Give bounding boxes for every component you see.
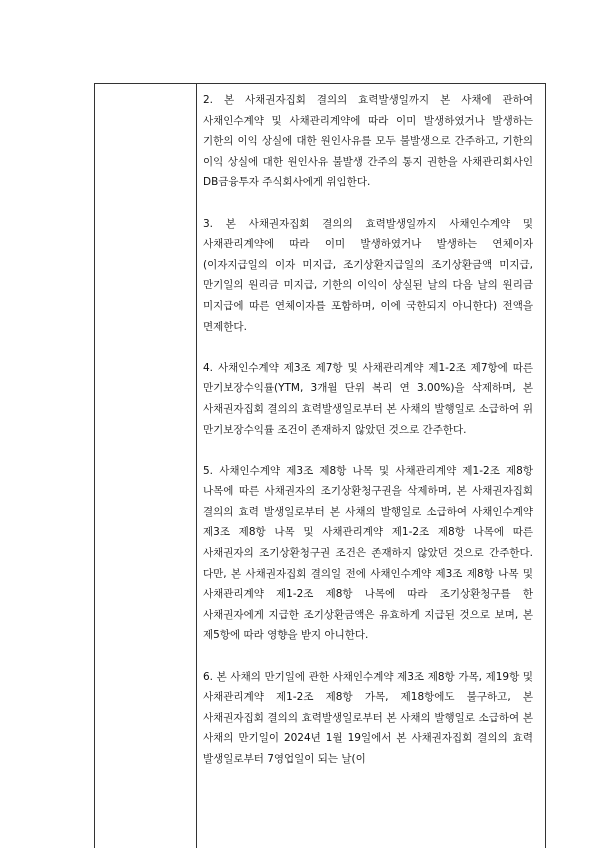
paragraph-item-2: 2. 본 사채권자집회 결의의 효력발생일까지 본 사채에 관하여 사채인수계약 및 사채관리계약에 따라 이미 발생하였거나 발생하는 기한의 이익 상실에 대한 원인사유를 모두 불발생으로 간주하고, 기한의 이익 상실에 대한 원인사유 불발생 간주의 통지 권한을 사채관리회사인 DB금융투자 주식회사에게 위임한다.: [203, 94, 537, 189]
content-cell: [203, 90, 537, 770]
paragraph-item-3: 3. 본 사채권자집회 결의의 효력발생일까지 사채인수계약 및 사채관리계약에 따라 이미 발생하였거나 발생하는 연체이자(이자지급일의 이자 미지급, 조기상환지급일의 조기상환금액 미지급, 만기일의 원리금 미지급, 기한의 이익이 상실된 날의 다음 날의 원리금 미지급에 따른 연체이자를 포함하며, 이에 국한되지 아니한다) 전액을 면제한다.: [203, 217, 537, 333]
paragraph-item-5: 5. 사채인수계약 제3조 제8항 나목 및 사채관리계약 제1-2조 제8항 나목에 따른 사채권자의 조기상환청구권을 삭제하며, 본 사채권자집회 결의의 효력 발생일로부터 본 사채의 발행일로 소급하여 사채인수계약 제3조 제8항 나목 및 사채관리계약 제1-2조 제8항 나목에 따른 사채권자의 조기상환청구권 조건은 존재하지 않았던 것으로 간주한다. 다만, 본 사채권자집회 결의일 전에 사채인수계약 제3조 제8항 나목 및 사채관리계약 제1-2조 제8항 나목에 따라 조기상환청구를 한 사채권자에게 지급한 조기상환금액은 유효하게 지급된 것으로 보며, 본 제5항에 따라 영향을 받지 아니한다.: [203, 464, 537, 642]
column-divider: [196, 84, 197, 848]
paragraph-item-6: 6. 본 사채의 만기일에 관한 사채인수계약 제3조 제8항 가목, 제19항 및 사채관리계약 제1-2조 제8항 가목, 제18항에도 불구하고, 본 사채권자집회 결의의 효력발생일로부터 본 사채의 발행일로 소급하여 본 사채의 만기일이 2024년 1월 19일에서 본 사채권자집회 결의의 효력 발생일로부터 7영업일이 되는 날(이: [203, 670, 537, 765]
document-table: [94, 83, 546, 848]
paragraph-item-4: 4. 사채인수계약 제3조 제7항 및 사채관리계약 제1-2조 제7항에 따른 만기보장수익률(YTM, 3개월 단위 복리 연 3.00%)을 삭제하며, 본 사채권자집회 결의의 효력발생일로부터 본 사채의 발행일로 소급하여 위 만기보장수익률 조건이 존재하지 않았던 것으로 간주한다.: [203, 361, 537, 436]
